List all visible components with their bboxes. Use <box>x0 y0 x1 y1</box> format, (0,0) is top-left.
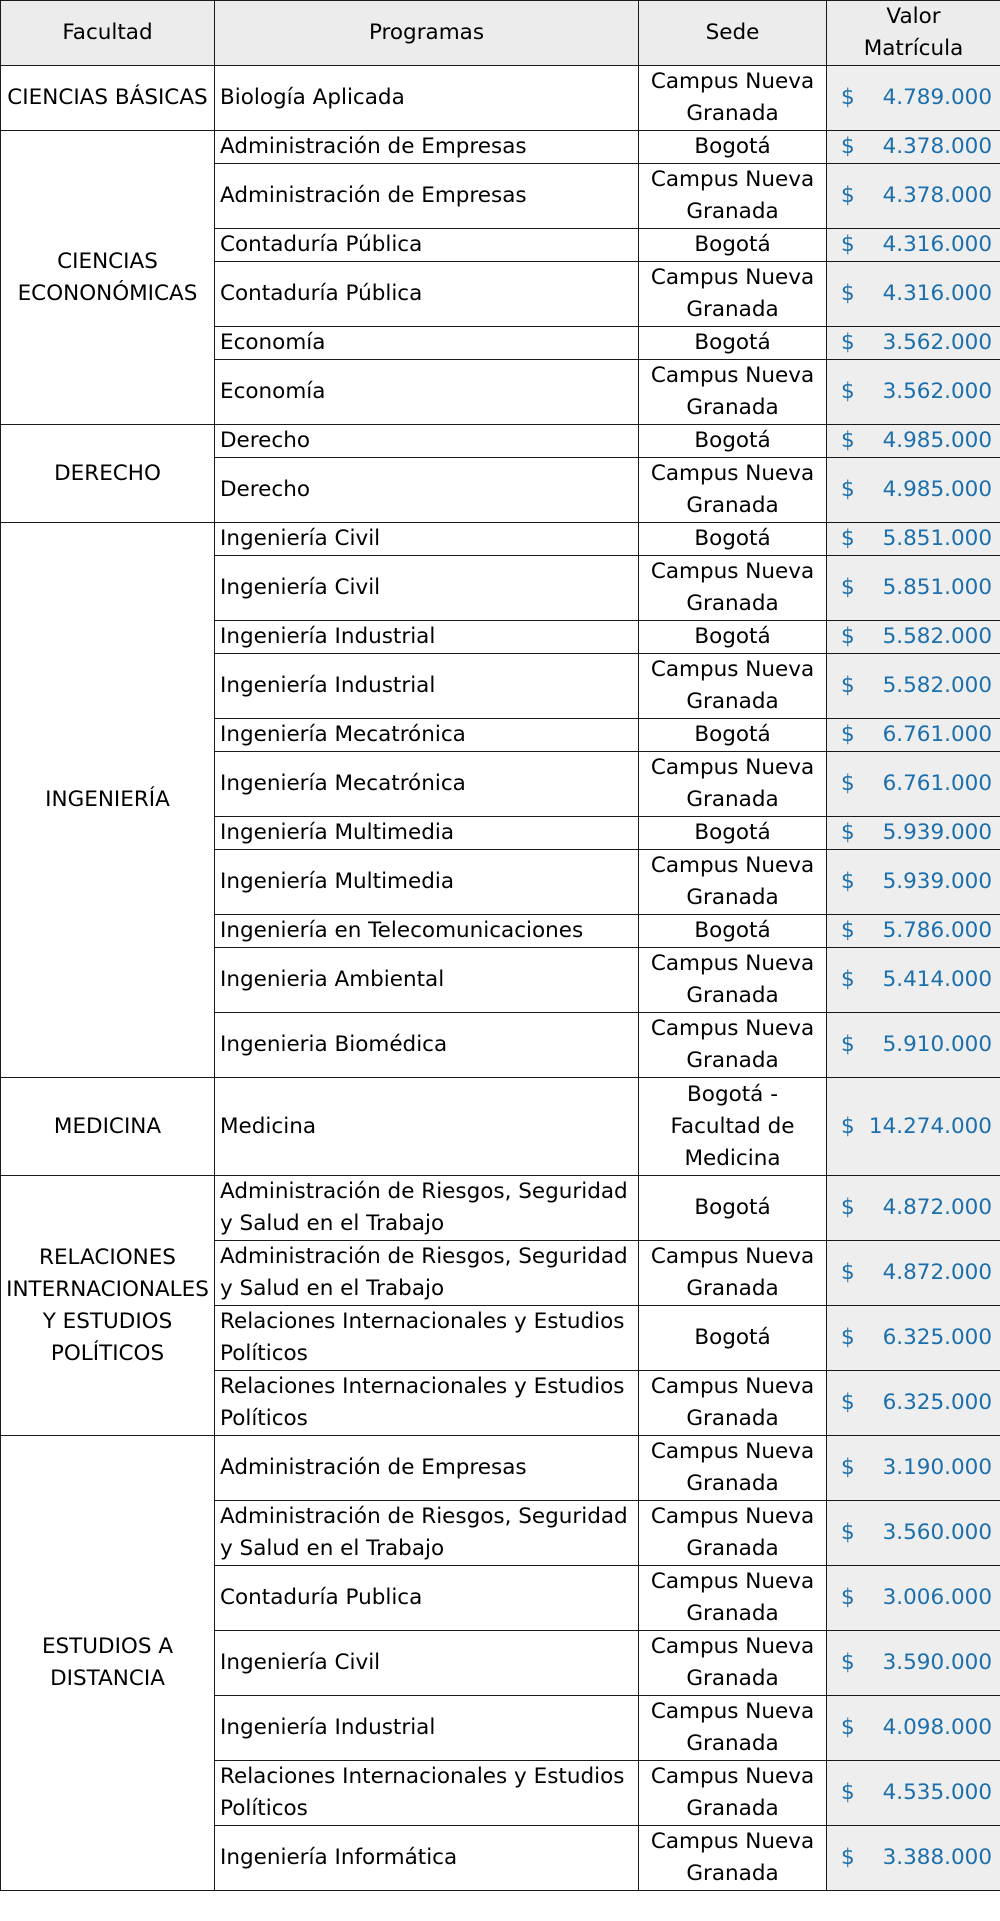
tuition-value <box>841 229 992 261</box>
program-cell: Administración de Empresas <box>215 164 639 229</box>
tuition-cell <box>827 425 1000 458</box>
tuition-cell <box>827 1241 1000 1306</box>
currency-symbol: $ <box>841 1715 855 1740</box>
campus-cell: Bogotá <box>639 1176 827 1241</box>
table-row <box>1 1176 1000 1241</box>
table-row <box>1 1078 1000 1176</box>
tuition-cell <box>827 1761 1000 1826</box>
tuition-amount: 3.590.000 <box>882 1650 992 1675</box>
currency-symbol: $ <box>841 820 855 845</box>
currency-symbol: $ <box>841 918 855 943</box>
program-cell: Ingeniería Multimedia <box>215 817 639 850</box>
currency-symbol: $ <box>841 183 855 208</box>
tuition-value <box>841 180 992 212</box>
currency-symbol: $ <box>841 869 855 894</box>
program-cell: Ingeniería en Telecomunicaciones <box>215 915 639 948</box>
table-header-row <box>1 1 1000 66</box>
tuition-cell <box>827 131 1000 164</box>
tuition-value <box>841 719 992 751</box>
tuition-value <box>841 1029 992 1061</box>
tuition-amount: 5.414.000 <box>882 967 992 992</box>
campus-cell: Bogotá <box>639 817 827 850</box>
tuition-cell <box>827 458 1000 523</box>
faculty-cell: INGENIERÍA <box>1 523 215 1078</box>
currency-symbol: $ <box>841 673 855 698</box>
program-cell: Contaduría Pública <box>215 262 639 327</box>
header-facultad: Facultad <box>1 1 215 66</box>
tuition-amount: 4.872.000 <box>882 1260 992 1285</box>
currency-symbol: $ <box>841 85 855 110</box>
tuition-amount: 4.098.000 <box>882 1715 992 1740</box>
tuition-amount: 6.761.000 <box>882 722 992 747</box>
table-row <box>1 425 1000 458</box>
tuition-value <box>841 1452 992 1484</box>
program-cell: Administración de Riesgos, Seguridad y Salud en el Trabajo <box>215 1501 639 1566</box>
program-cell: Economía <box>215 360 639 425</box>
campus-cell: Bogotá <box>639 621 827 654</box>
tuition-amount: 6.325.000 <box>882 1390 992 1415</box>
tuition-amount: 4.378.000 <box>882 183 992 208</box>
tuition-cell <box>827 229 1000 262</box>
campus-cell: Bogotá <box>639 425 827 458</box>
tuition-value <box>841 523 992 555</box>
program-cell: Administración de Riesgos, Seguridad y Salud en el Trabajo <box>215 1176 639 1241</box>
program-cell: Ingeniería Multimedia <box>215 850 639 915</box>
campus-cell: Campus Nueva Granada <box>639 1501 827 1566</box>
tuition-cell <box>827 1013 1000 1078</box>
currency-symbol: $ <box>841 1260 855 1285</box>
header-valor-line1: Valor <box>886 4 941 29</box>
currency-symbol: $ <box>841 624 855 649</box>
tuition-value <box>841 817 992 849</box>
program-cell: Ingenieria Ambiental <box>215 948 639 1013</box>
tuition-cell <box>827 1826 1000 1891</box>
tuition-value <box>841 278 992 310</box>
program-cell: Ingeniería Industrial <box>215 654 639 719</box>
currency-symbol: $ <box>841 1650 855 1675</box>
currency-symbol: $ <box>841 967 855 992</box>
tuition-value <box>841 1387 992 1419</box>
tuition-cell <box>827 1436 1000 1501</box>
currency-symbol: $ <box>841 575 855 600</box>
tuition-value <box>841 915 992 947</box>
program-cell: Ingeniería Industrial <box>215 621 639 654</box>
campus-cell: Campus Nueva Granada <box>639 66 827 131</box>
campus-cell: Campus Nueva Granada <box>639 948 827 1013</box>
campus-cell: Bogotá <box>639 229 827 262</box>
campus-cell: Campus Nueva Granada <box>639 1566 827 1631</box>
campus-cell: Campus Nueva Granada <box>639 1371 827 1436</box>
campus-cell: Campus Nueva Granada <box>639 556 827 621</box>
tuition-amount: 3.006.000 <box>882 1585 992 1610</box>
tuition-amount: 5.851.000 <box>882 526 992 551</box>
program-cell: Ingeniería Mecatrónica <box>215 719 639 752</box>
header-valor-line2: Matrícula <box>863 36 964 61</box>
program-cell: Contaduría Publica <box>215 1566 639 1631</box>
tuition-value <box>841 1842 992 1874</box>
campus-cell: Campus Nueva Granada <box>639 1436 827 1501</box>
campus-cell: Campus Nueva Granada <box>639 1761 827 1826</box>
currency-symbol: $ <box>841 477 855 502</box>
program-cell: Ingeniería Civil <box>215 523 639 556</box>
currency-symbol: $ <box>841 330 855 355</box>
campus-cell: Bogotá <box>639 131 827 164</box>
campus-cell: Bogotá <box>639 327 827 360</box>
tuition-cell <box>827 752 1000 817</box>
tuition-value <box>841 1517 992 1549</box>
tuition-amount: 5.939.000 <box>882 820 992 845</box>
tuition-amount: 14.274.000 <box>868 1113 992 1139</box>
campus-cell: Bogotá - Facultad de Medicina <box>639 1078 827 1176</box>
header-sede: Sede <box>639 1 827 66</box>
program-cell: Administración de Riesgos, Seguridad y Salud en el Trabajo <box>215 1241 639 1306</box>
campus-cell: Bogotá <box>639 915 827 948</box>
campus-cell: Campus Nueva Granada <box>639 458 827 523</box>
program-cell: Derecho <box>215 425 639 458</box>
campus-cell: Campus Nueva Granada <box>639 752 827 817</box>
program-cell: Biología Aplicada <box>215 66 639 131</box>
tuition-amount: 5.582.000 <box>882 624 992 649</box>
tuition-value <box>841 82 992 114</box>
header-valor <box>827 1 1000 66</box>
tuition-value <box>841 376 992 408</box>
tuition-amount: 3.388.000 <box>882 1845 992 1870</box>
tuition-cell <box>827 915 1000 948</box>
tuition-amount: 6.761.000 <box>882 771 992 796</box>
tuition-amount: 5.582.000 <box>882 673 992 698</box>
campus-cell: Campus Nueva Granada <box>639 164 827 229</box>
currency-symbol: $ <box>841 1195 855 1220</box>
program-cell: Economía <box>215 327 639 360</box>
program-cell: Medicina <box>215 1078 639 1176</box>
currency-symbol: $ <box>841 1032 855 1057</box>
tuition-value <box>841 1582 992 1614</box>
currency-symbol: $ <box>841 1520 855 1545</box>
tuition-cell <box>827 327 1000 360</box>
program-cell: Ingeniería Civil <box>215 556 639 621</box>
tuition-amount: 4.789.000 <box>882 85 992 110</box>
currency-symbol: $ <box>841 1455 855 1480</box>
tuition-cell <box>827 1501 1000 1566</box>
tuition-value <box>841 964 992 996</box>
program-cell: Administración de Empresas <box>215 1436 639 1501</box>
tuition-amount: 4.316.000 <box>882 232 992 257</box>
tuition-amount: 4.316.000 <box>882 281 992 306</box>
tuition-cell <box>827 719 1000 752</box>
tuition-amount: 4.985.000 <box>882 428 992 453</box>
faculty-cell: DERECHO <box>1 425 215 523</box>
tuition-amount: 6.325.000 <box>882 1325 992 1350</box>
currency-symbol: $ <box>841 1780 855 1805</box>
tuition-amount: 4.535.000 <box>882 1780 992 1805</box>
tuition-value <box>841 474 992 506</box>
currency-symbol: $ <box>841 281 855 306</box>
program-cell: Derecho <box>215 458 639 523</box>
tuition-value <box>841 131 992 163</box>
tuition-amount: 4.378.000 <box>882 134 992 159</box>
tuition-cell <box>827 1078 1000 1176</box>
tuition-cell <box>827 523 1000 556</box>
currency-symbol: $ <box>841 1390 855 1415</box>
program-cell: Ingeniería Civil <box>215 1631 639 1696</box>
campus-cell: Campus Nueva Granada <box>639 262 827 327</box>
campus-cell: Bogotá <box>639 1306 827 1371</box>
program-cell: Ingeniería Mecatrónica <box>215 752 639 817</box>
tuition-cell <box>827 948 1000 1013</box>
campus-cell: Campus Nueva Granada <box>639 1631 827 1696</box>
tuition-amount: 5.910.000 <box>882 1032 992 1057</box>
program-cell: Administración de Empresas <box>215 131 639 164</box>
tuition-amount: 4.985.000 <box>882 477 992 502</box>
currency-symbol: $ <box>841 232 855 257</box>
faculty-cell: RELACIONES INTERNACIONALES Y ESTUDIOS POLÍTICOS <box>1 1176 215 1436</box>
tuition-value <box>841 327 992 359</box>
program-cell: Relaciones Internacionales y Estudios Políticos <box>215 1371 639 1436</box>
tuition-amount: 3.562.000 <box>882 379 992 404</box>
campus-cell: Bogotá <box>639 719 827 752</box>
faculty-cell: CIENCIAS BÁSICAS <box>1 66 215 131</box>
campus-cell: Campus Nueva Granada <box>639 1013 827 1078</box>
table-body <box>1 66 1000 1891</box>
tuition-cell <box>827 1306 1000 1371</box>
currency-symbol: $ <box>841 379 855 404</box>
tuition-cell <box>827 1371 1000 1436</box>
program-cell: Ingeniería Industrial <box>215 1696 639 1761</box>
currency-symbol: $ <box>841 1325 855 1350</box>
program-cell: Ingeniería Informática <box>215 1826 639 1891</box>
tuition-value <box>841 1111 992 1143</box>
tuition-cell <box>827 654 1000 719</box>
tuition-cell <box>827 1696 1000 1761</box>
campus-cell: Campus Nueva Granada <box>639 1241 827 1306</box>
tuition-cell <box>827 262 1000 327</box>
tuition-amount: 3.562.000 <box>882 330 992 355</box>
campus-cell: Campus Nueva Granada <box>639 1696 827 1761</box>
tuition-cell <box>827 1176 1000 1241</box>
tuition-value <box>841 572 992 604</box>
table-row <box>1 66 1000 131</box>
tuition-cell <box>827 164 1000 229</box>
tuition-cell <box>827 66 1000 131</box>
tuition-amount: 4.872.000 <box>882 1195 992 1220</box>
tuition-value <box>841 670 992 702</box>
faculty-cell: MEDICINA <box>1 1078 215 1176</box>
campus-cell: Campus Nueva Granada <box>639 1826 827 1891</box>
tuition-cell <box>827 817 1000 850</box>
tuition-cell <box>827 1566 1000 1631</box>
campus-cell: Bogotá <box>639 523 827 556</box>
currency-symbol: $ <box>841 1585 855 1610</box>
program-cell: Relaciones Internacionales y Estudios Políticos <box>215 1761 639 1826</box>
tuition-cell <box>827 621 1000 654</box>
tuition-value <box>841 1257 992 1289</box>
currency-symbol: $ <box>841 134 855 159</box>
table-row <box>1 131 1000 164</box>
program-cell: Relaciones Internacionales y Estudios Políticos <box>215 1306 639 1371</box>
currency-symbol: $ <box>841 771 855 796</box>
tuition-value <box>841 1192 992 1224</box>
header-programas: Programas <box>215 1 639 66</box>
tuition-amount: 3.190.000 <box>882 1455 992 1480</box>
tuition-cell <box>827 556 1000 621</box>
tuition-value <box>841 1712 992 1744</box>
tuition-amount: 5.851.000 <box>882 575 992 600</box>
currency-symbol: $ <box>841 722 855 747</box>
tuition-amount: 5.939.000 <box>882 869 992 894</box>
table-row <box>1 523 1000 556</box>
program-cell: Contaduría Pública <box>215 229 639 262</box>
faculty-cell: CIENCIAS ECONONÓMICAS <box>1 131 215 425</box>
campus-cell: Campus Nueva Granada <box>639 654 827 719</box>
tuition-value <box>841 1322 992 1354</box>
tuition-value <box>841 866 992 898</box>
faculty-cell: ESTUDIOS A DISTANCIA <box>1 1436 215 1891</box>
tuition-value <box>841 768 992 800</box>
currency-symbol: $ <box>841 428 855 453</box>
tuition-value <box>841 1647 992 1679</box>
tuition-amount: 5.786.000 <box>882 918 992 943</box>
campus-cell: Campus Nueva Granada <box>639 360 827 425</box>
tuition-value <box>841 621 992 653</box>
currency-symbol: $ <box>841 1113 855 1139</box>
tuition-value <box>841 425 992 457</box>
tuition-cell <box>827 360 1000 425</box>
program-cell: Ingenieria Biomédica <box>215 1013 639 1078</box>
currency-symbol: $ <box>841 1845 855 1870</box>
currency-symbol: $ <box>841 526 855 551</box>
table-row <box>1 1436 1000 1501</box>
tuition-amount: 3.560.000 <box>882 1520 992 1545</box>
campus-cell: Campus Nueva Granada <box>639 850 827 915</box>
tuition-cell <box>827 850 1000 915</box>
tuition-cell <box>827 1631 1000 1696</box>
tuition-value <box>841 1777 992 1809</box>
